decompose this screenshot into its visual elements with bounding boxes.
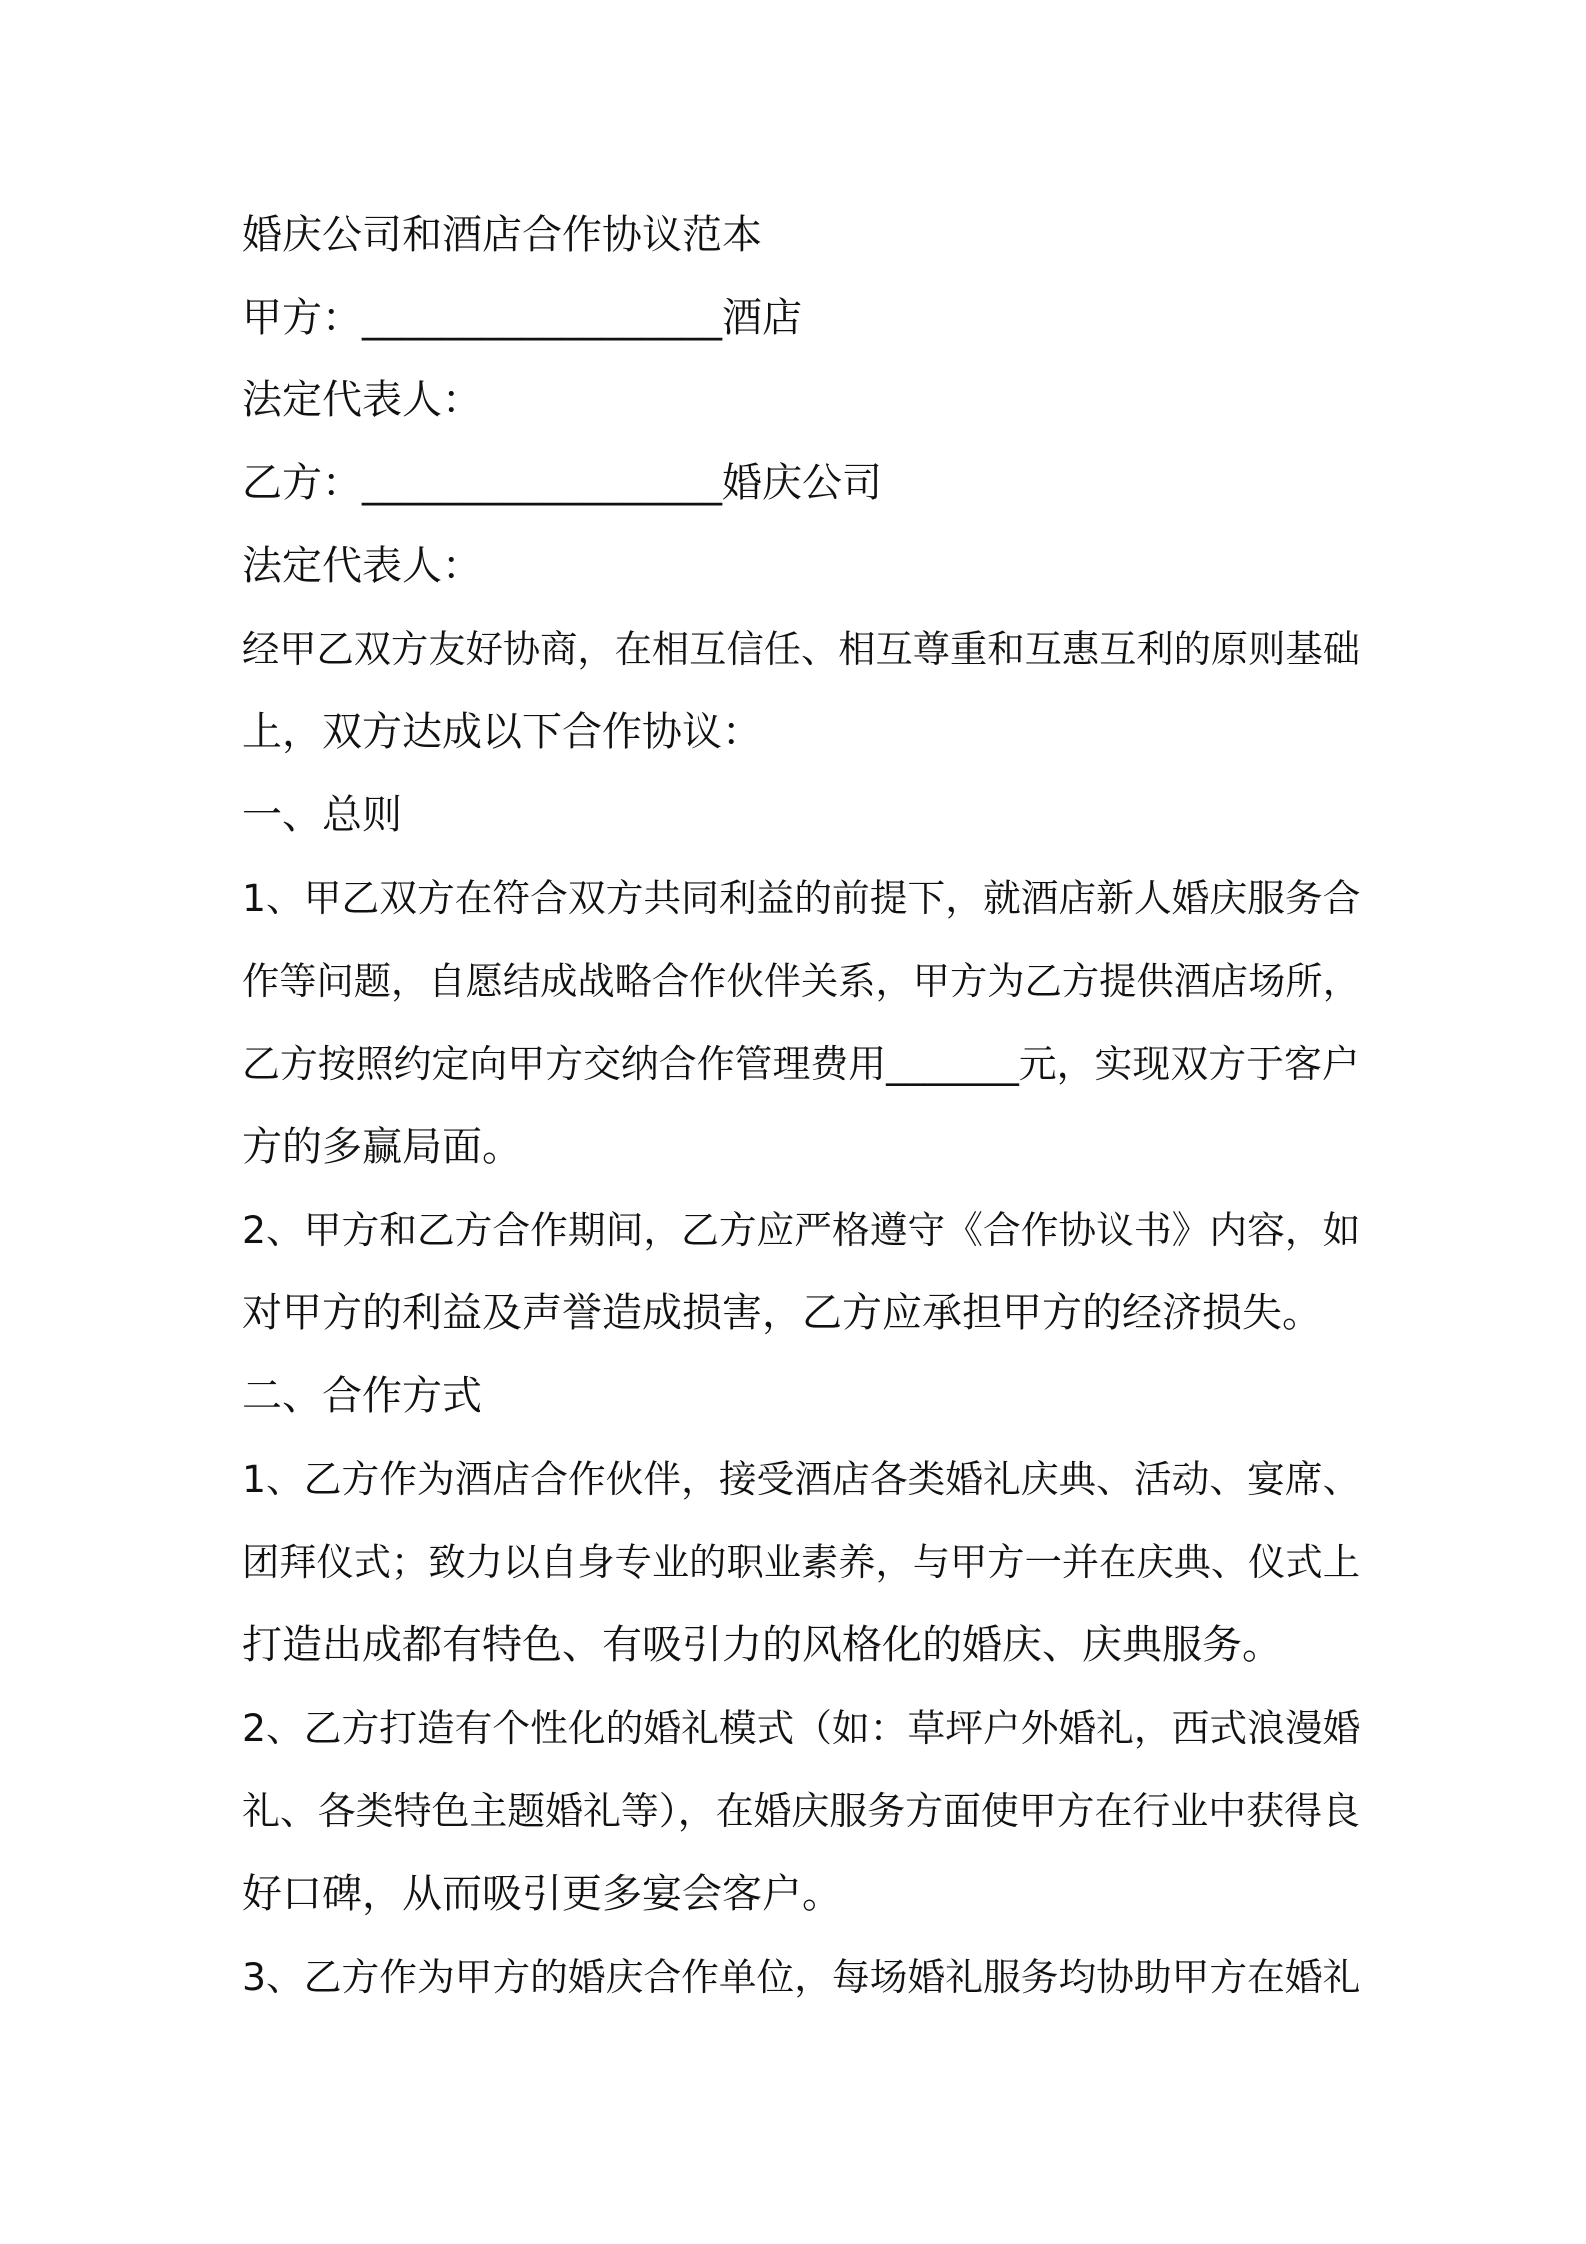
section-heading-cooperation: 二、合作方式: [242, 1373, 482, 1419]
document-title: 婚庆公司和酒店合作协议范本: [242, 212, 762, 258]
party-b-line: 乙方：__________________婚庆公司: [242, 460, 882, 506]
cooperation-clause-1-line-2: 团拜仪式；致力以自身专业的职业素养，与甲方一并在庆典、仪式上: [242, 1540, 1360, 1584]
party-a-line: 甲方：__________________酒店: [242, 295, 802, 341]
general-clause-1-line-1: 1、甲乙双方在符合双方共同利益的前提下，就酒店新人婚庆服务合: [242, 876, 1361, 920]
preamble-line-1: 经甲乙双方友好协商，在相互信任、相互尊重和互惠互利的原则基础: [242, 627, 1360, 671]
cooperation-clause-1-line-1: 1、乙方作为酒店合作伙伴，接受酒店各类婚礼庆典、活动、宴席、: [242, 1457, 1361, 1501]
cooperation-clause-1-line-3: 打造出成都有特色、有吸引力的风格化的婚庆、庆典服务。: [242, 1622, 1282, 1668]
general-clause-1-line-3: 乙方按照约定向甲方交纳合作管理费用_______元，实现双方于客户: [242, 1042, 1360, 1086]
section-heading-general: 一、总则: [242, 792, 402, 838]
preamble-line-2: 上，双方达成以下合作协议：: [242, 709, 762, 755]
cooperation-clause-2-line-1: 2、乙方打造有个性化的婚礼模式（如：草坪户外婚礼，西式浪漫婚: [242, 1706, 1361, 1750]
general-clause-2-line-1: 2、甲方和乙方合作期间，乙方应严格遵守《合作协议书》内容，如: [242, 1208, 1361, 1252]
general-clause-2-line-2: 对甲方的利益及声誉造成损害，乙方应承担甲方的经济损失。: [242, 1290, 1322, 1336]
cooperation-clause-2-line-3: 好口碑，从而吸引更多宴会客户。: [242, 1871, 842, 1917]
party-a-representative: 法定代表人：: [242, 377, 482, 423]
party-b-representative: 法定代表人：: [242, 543, 482, 589]
cooperation-clause-2-line-2: 礼、各类特色主题婚礼等），在婚庆服务方面使甲方在行业中获得良: [242, 1789, 1360, 1833]
cooperation-clause-3-line-1: 3、乙方作为甲方的婚庆合作单位，每场婚礼服务均协助甲方在婚礼: [242, 1955, 1361, 1999]
general-clause-1-line-2: 作等问题，自愿结成战略合作伙伴关系，甲方为乙方提供酒店场所，: [242, 959, 1360, 1003]
general-clause-1-line-4: 方的多赢局面。: [242, 1124, 522, 1170]
